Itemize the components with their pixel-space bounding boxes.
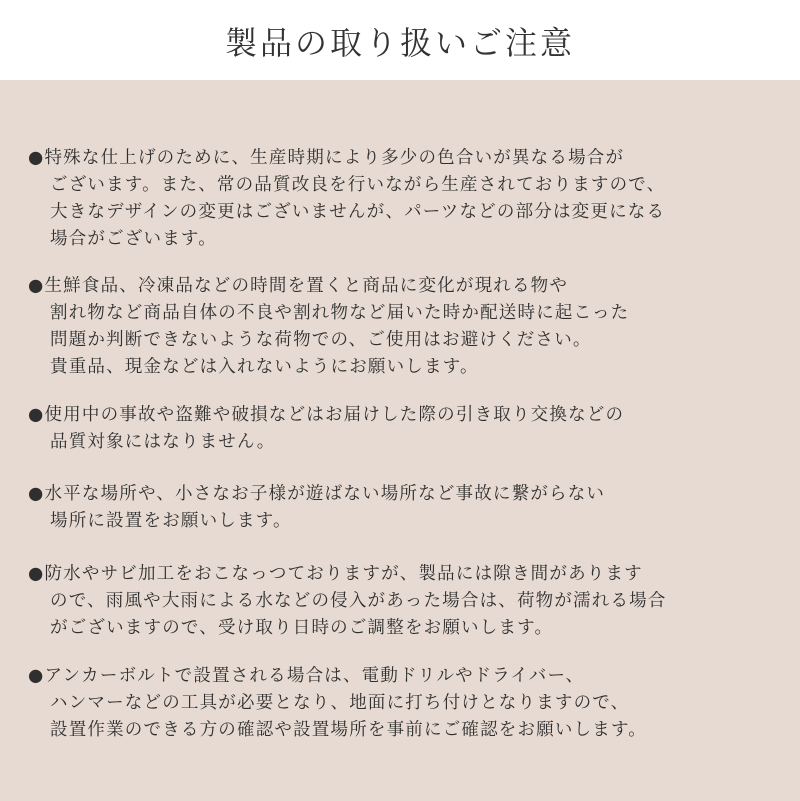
note-line: 貴重品、現金などは入れないようにお願いします。 <box>50 357 479 377</box>
bullet-icon: ● <box>28 276 45 296</box>
note-line: 場所に設置をお願いします。 <box>50 511 292 531</box>
note-line: ●生鮮食品、冷凍品などの時間を置くと商品に変化が現れる物や <box>28 276 569 296</box>
note-line: ハンマーなどの工具が必要となり、地面に打ち付けとなりますので、 <box>50 693 630 713</box>
note-item-anchor-bolts <box>28 663 788 744</box>
bullet-icon: ● <box>28 148 45 168</box>
note-line: 大きなデザインの変更はございませんが、パーツなどの部分は変更になる <box>50 202 666 222</box>
bullet-icon: ● <box>28 405 45 425</box>
note-item-accidents <box>28 402 788 456</box>
note-item-installation-location <box>28 481 788 535</box>
note-line: 割れ物など商品自体の不良や割れ物など届いた時か配送時に起こった <box>50 303 630 323</box>
note-line: がございますので、受け取り日時のご調整をお願いします。 <box>50 618 554 638</box>
bullet-icon: ● <box>28 484 45 504</box>
note-line: 設置作業のできる方の確認や設置場所を事前にご確認をお願いします。 <box>50 720 647 740</box>
note-line: ●水平な場所や、小さなお子様が遊ばない場所など事故に繋がらない <box>28 484 606 504</box>
notes-panel <box>0 80 800 801</box>
bullet-icon: ● <box>28 666 45 686</box>
note-item-waterproofing <box>28 561 788 642</box>
note-line: ●防水やサビ加工をおこなっつておりますが、製品には隙き間があります <box>28 564 643 584</box>
note-line: ので、雨風や大雨による水などの侵入があった場合は、荷物が濡れる場合 <box>50 591 667 611</box>
note-item-color-variation <box>28 145 788 253</box>
note-line: ございます。また、常の品質改良を行いながら生産されておりますので、 <box>50 175 666 195</box>
page-header <box>0 0 800 80</box>
bullet-icon: ● <box>28 564 45 584</box>
note-line: 問題か判断できないような荷物での、ご使用はお避けください。 <box>50 330 592 350</box>
note-line: 品質対象にはなりません。 <box>50 432 276 452</box>
note-line: ●使用中の事故や盗難や破損などはお届けした際の引き取り交換などの <box>28 405 625 425</box>
note-line: 場合がございます。 <box>50 229 217 249</box>
page-title: 製品の取り扱いご注意 <box>224 24 575 62</box>
note-item-perishables <box>28 273 788 381</box>
note-line: ●特殊な仕上げのために、生産時期により多少の色合いが異なる場合が <box>28 148 625 168</box>
note-line: ●アンカーボルトで設置される場合は、電動ドリルやドライバー、 <box>28 666 585 686</box>
